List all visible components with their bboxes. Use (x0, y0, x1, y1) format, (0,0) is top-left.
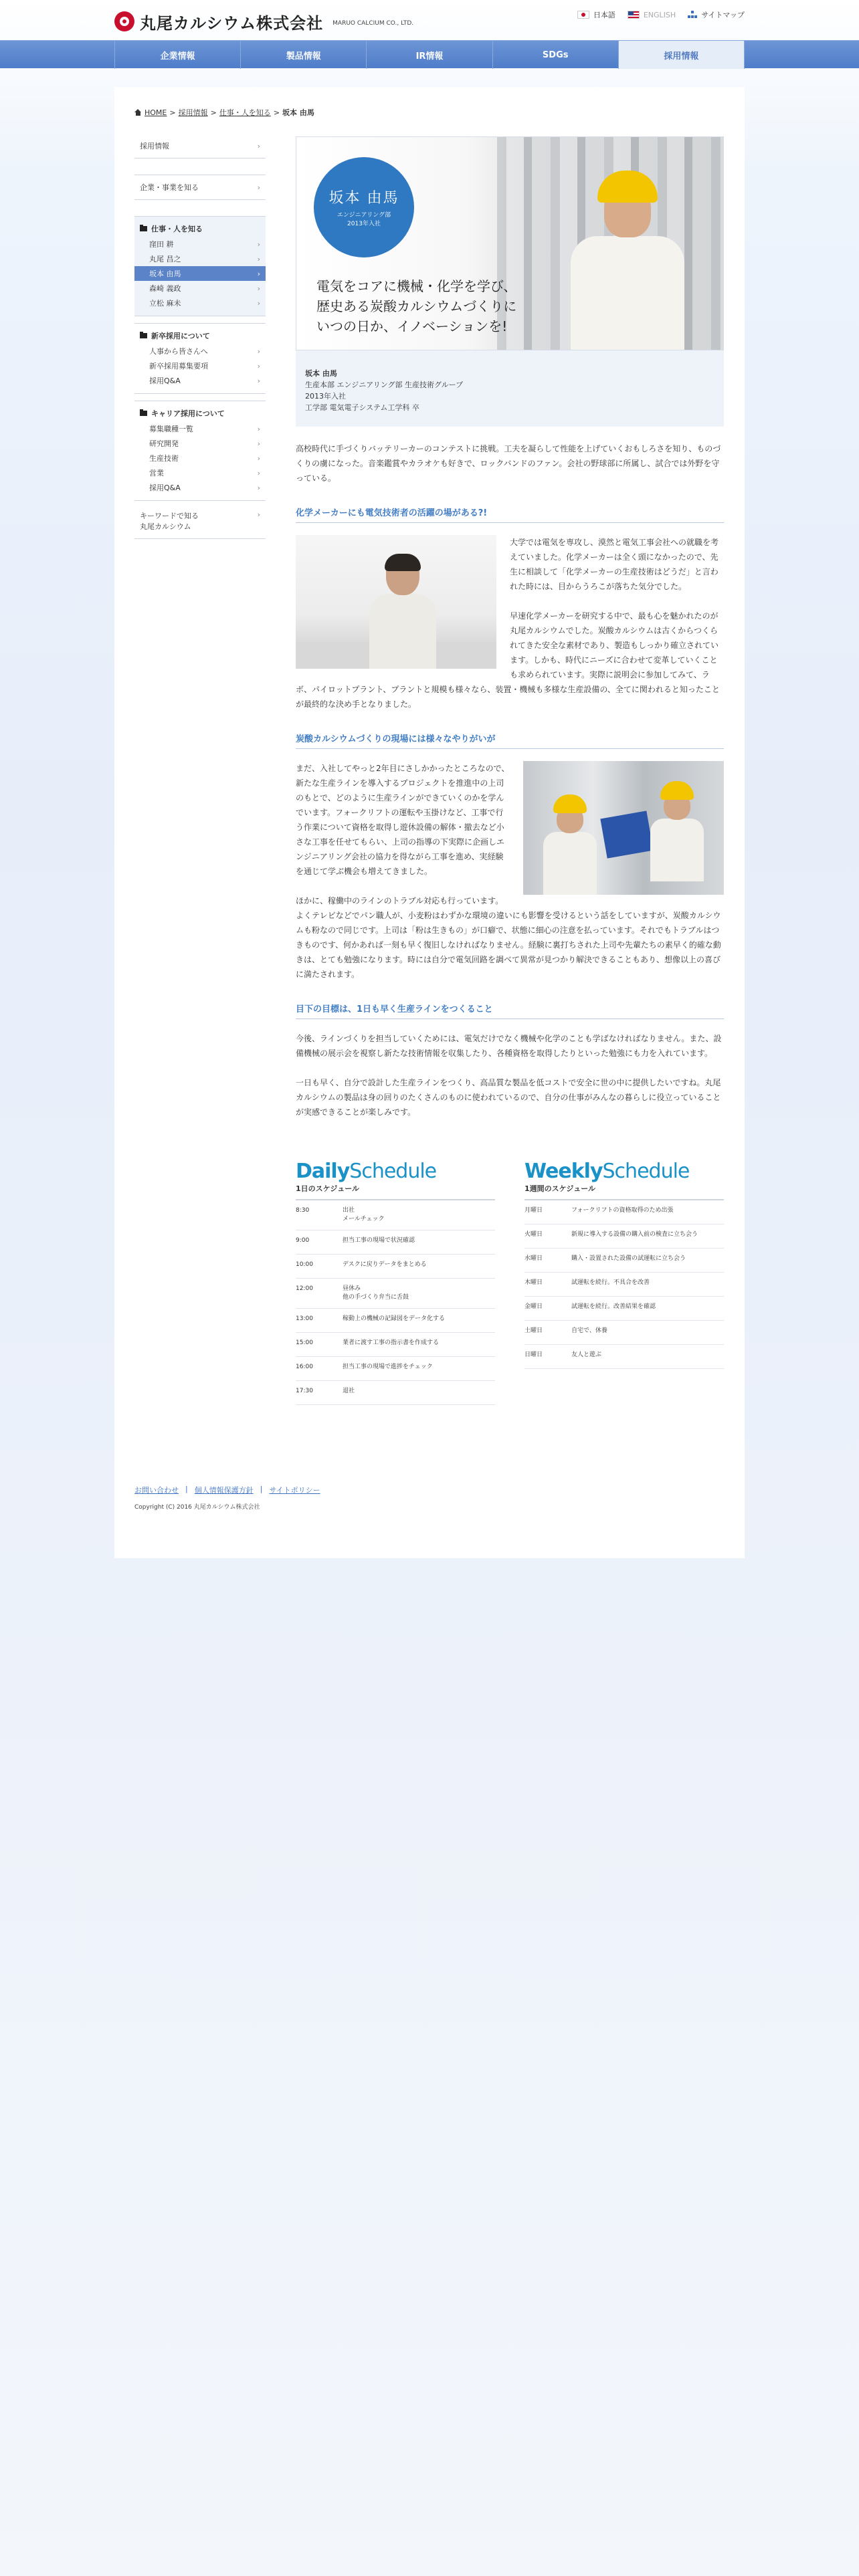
schedule-time: 土曜日 (524, 1327, 543, 1334)
section-title: 化学メーカーにも電気技術者の活躍の場がある?! (296, 506, 724, 523)
sidebar-item-label: 研究開発 (149, 439, 179, 448)
paragraph: 早速化学メーカーを研究する中で、最も心を魅かれたのが丸尾カルシウムでした。炭酸カルシウムは古くからつくられてきた安全な素材であり、製造もしっかり確立されています。しかも、時代にニーズに合わせて変革していくことも求められています。実際に説明会に参加してみて、ラボ、パイロットプラント、プラントと規模も様々なら、装置・機械も多様な生産設備の、全てに関われると知ったことが最終的な決め手となりました。 (296, 611, 720, 709)
interview-photo (296, 535, 496, 669)
chevron-right-icon: › (257, 269, 260, 278)
schedule-time: 水曜日 (524, 1255, 543, 1262)
sidebar-group-work-people (134, 216, 266, 316)
sidebar-group-label: 仕事・人を知る (151, 225, 203, 233)
helmet-shape (553, 794, 587, 813)
schedule-desc: 担当工事の現場で進捗をチェック (343, 1364, 433, 1370)
sidebar-item-label: 生産技術 (149, 454, 179, 463)
breadcrumb-recruit[interactable]: 採用情報 (178, 108, 208, 117)
sidebar-item-link[interactable] (134, 344, 266, 358)
chevron-right-icon: › (257, 361, 260, 370)
sitemap-link[interactable] (688, 9, 745, 20)
paragraph: 大学では電気を専攻し、漠然と電気工事会社への就職を考えていました。化学メーカーは全く頭になかったので、先生に相談して「化学メーカーの生産技術はどうだ」と言われた時には、目からうろこが落ちた気分でした。 (510, 538, 719, 591)
profile-name: 坂本 由馬 (305, 369, 337, 378)
schedule-time: 17:30 (296, 1388, 313, 1394)
footer (134, 1485, 320, 1511)
gnav-recruit[interactable]: 採用情報 (618, 41, 745, 69)
chevron-right-icon: › (257, 453, 260, 463)
schedule-desc: 購入・設置された設備の試運転に立ち会う (571, 1255, 686, 1262)
footer-link-contact[interactable]: お問い合わせ (134, 1486, 179, 1495)
sidebar-item-label: 採用情報 (140, 142, 169, 150)
body-shape (369, 594, 436, 669)
footer-sep: | (185, 1485, 188, 1493)
sidebar-item-link[interactable] (134, 451, 266, 465)
schedule-desc: 昼休み 他の手づくり弁当に舌鼓 (343, 1285, 409, 1301)
schedule-title-light: Schedule (349, 1160, 437, 1183)
chevron-right-icon: › (257, 141, 260, 150)
sidebar-item-recruit[interactable] (134, 134, 266, 158)
schedule-time: 12:00 (296, 1285, 313, 1292)
sidebar-item-link[interactable] (134, 480, 266, 495)
schedule-time: 15:00 (296, 1339, 313, 1346)
helmet-shape (660, 781, 694, 800)
hero-name-badge (314, 157, 414, 257)
paragraph: 今後、ラインづくりを担当していくためには、電気だけでなく機械や化学のことも学ばなければなりません。また、設備機械の展示会を視察し新たな技術情報を収集したり、各種資格を取得したりといった勉強にも力を入れています。 (296, 1034, 722, 1058)
schedule-row (296, 1230, 495, 1255)
global-nav (0, 40, 859, 68)
folder-shape (600, 811, 653, 858)
schedule-desc: 試運転を続行。不具合を改善 (571, 1279, 650, 1286)
schedule-desc: 稼動上の機械の記録図をデータ化する (343, 1315, 446, 1322)
person-shape (543, 794, 597, 895)
japan-flag-icon (577, 11, 589, 19)
breadcrumb-sep: > (273, 108, 280, 117)
schedule-row (524, 1200, 724, 1224)
onsite-photo (523, 761, 724, 895)
schedule-row (296, 1200, 495, 1230)
sidebar-item-label (140, 510, 199, 532)
daily-schedule-rows (296, 1200, 495, 1405)
chevron-right-icon: › (257, 346, 260, 356)
section-body (296, 535, 724, 712)
schedule-time: 8:30 (296, 1207, 310, 1214)
folder-icon (140, 333, 147, 338)
sidebar-item-label: 丸尾 昌之 (149, 255, 181, 263)
footer-link-privacy[interactable]: 個人情報保護方針 (194, 1486, 254, 1495)
breadcrumb-current: 坂本 由馬 (282, 108, 314, 117)
weekly-schedule-title (524, 1160, 724, 1183)
article (296, 136, 724, 1405)
body-shape (650, 819, 704, 881)
schedule-row (296, 1255, 495, 1279)
section-body (296, 761, 724, 982)
chevron-right-icon: › (257, 424, 260, 433)
breadcrumb-sep: > (210, 108, 217, 117)
schedule-row (524, 1297, 724, 1321)
sidebar-item-link[interactable] (134, 358, 266, 373)
language-switcher (577, 9, 745, 20)
breadcrumb (134, 107, 314, 118)
folder-icon (140, 411, 147, 416)
schedule-time: 月曜日 (524, 1207, 543, 1214)
daily-schedule-subtitle: 1日のスケジュール (296, 1183, 495, 1200)
schedule-row (296, 1279, 495, 1309)
person-shape (369, 555, 436, 669)
lang-japanese[interactable] (577, 9, 615, 20)
schedule-desc: 友人と遊ぶ (571, 1352, 602, 1358)
gnav-sdgs[interactable]: SDGs (492, 41, 618, 69)
section-title: 目下の目標は、1日も早く生産ラインをつくること (296, 1002, 724, 1019)
chevron-right-icon: › (257, 239, 260, 249)
person-shape (650, 781, 704, 895)
sidebar-group-title[interactable] (134, 221, 266, 237)
schedule-time: 火曜日 (524, 1231, 543, 1238)
helmet-shape (597, 171, 658, 203)
schedule-desc: デスクに戻りデータをまとめる (343, 1261, 427, 1268)
sidebar-item-person[interactable] (134, 251, 266, 266)
sidebar-item-person[interactable] (134, 281, 266, 296)
schedule-row (524, 1273, 724, 1297)
chevron-right-icon: › (257, 183, 260, 192)
sidebar (134, 134, 266, 539)
hero-catch-line: 歴史ある炭酸カルシウムづくりに (316, 298, 517, 314)
schedule-time: 13:00 (296, 1315, 313, 1322)
company-logo[interactable] (114, 8, 413, 35)
schedule-desc: 退社 (343, 1388, 355, 1394)
sidebar-item-label: 新卒採用募集要項 (149, 362, 208, 370)
hero-dept: エンジニアリング部 (337, 211, 391, 219)
weekly-schedule-subtitle: 1週間のスケジュール (524, 1183, 724, 1200)
home-icon (134, 109, 142, 116)
sidebar-item-keyword[interactable] (134, 504, 266, 539)
schedule-title-bold: Weekly (524, 1160, 603, 1183)
weekly-schedule-rows (524, 1200, 724, 1369)
site-header (114, 8, 745, 40)
profile-year: 2013年入社 (305, 392, 346, 401)
sidebar-item-label-line2: 丸尾カルシウム (140, 522, 191, 531)
schedule-time: 金曜日 (524, 1303, 543, 1310)
schedule-row (296, 1333, 495, 1357)
chevron-right-icon: › (257, 439, 260, 448)
footer-links (134, 1485, 320, 1495)
schedule-desc: 担当工事の現場で状況確認 (343, 1237, 415, 1244)
footer-sep: | (260, 1485, 263, 1493)
schedule-title-bold: Daily (296, 1160, 350, 1183)
gnav-ir[interactable]: IR情報 (366, 41, 492, 69)
daily-schedule (296, 1160, 495, 1405)
schedule-time: 16:00 (296, 1364, 313, 1370)
logo-mark-icon (114, 11, 134, 31)
sidebar-group-new-grad (134, 323, 266, 394)
schedule-desc: 自宅で、休養 (571, 1327, 607, 1334)
sitemap-icon (688, 11, 697, 19)
schedule-desc: 業者に渡す工事の指示書を作成する (343, 1339, 440, 1346)
sidebar-item-person[interactable] (134, 296, 266, 310)
schedule-row (296, 1357, 495, 1381)
folder-icon (140, 226, 147, 231)
chevron-right-icon: › (257, 376, 260, 385)
hero-name: 坂本 由馬 (328, 189, 399, 207)
copyright: Copyright (C) 2016 丸尾カルシウム株式会社 (134, 1504, 260, 1511)
paragraph: まだ、入社してやっと2年目にさしかかったところなので、新たな生産ラインを導入するプロジェクトを推進中の上司のもとで、どのように生産ラインができていくのかを学んでいます。フォークリフトの運転や玉掛けなど、工事で行う作業について資格を取得し遊休設備の解体・撤去など小さな工事を任せてもらい、上司の指導の下実際に企画しエンジニアリング会社の協力を得ながら工事を進め、実経験を通じて学ぶ機会も増えてきました。 (296, 764, 510, 876)
hero-catch-line: いつの日か、イノベーションを! (316, 318, 508, 334)
intro-text: 高校時代に手づくりバッテリーカーのコンテストに挑戦。工夫を凝らして性能を上げていくおもしろさを知り、ものづくりの虜になった。音楽鑑賞やカラオケも好きで、ロックバンドのファン。会社の野球部に所属し、試合では外野を守っている。 (296, 444, 721, 483)
schedule-desc: 出社 メールチェック (343, 1207, 385, 1222)
profile-dept: 生産本部 エンジニアリング部 生産技術グループ (305, 381, 464, 389)
sidebar-item-label: 採用Q&A (149, 484, 181, 492)
sidebar-item-label: 坂本 由馬 (149, 270, 181, 278)
sidebar-item-link[interactable] (134, 465, 266, 480)
gnav-products[interactable]: 製品情報 (240, 41, 366, 69)
sidebar-item-person[interactable] (134, 237, 266, 251)
chevron-right-icon: › (257, 284, 260, 293)
company-name-jp: 丸尾カルシウム株式会社 (140, 13, 324, 33)
hero-catch-line: 電気をコアに機械・化学を学び、 (316, 278, 517, 294)
lang-japanese-label: 日本語 (593, 11, 615, 19)
chevron-right-icon: › (257, 298, 260, 308)
profile-education: 工学部 電気電子システム工学科 卒 (305, 403, 419, 412)
sidebar-item-label: 森崎 義政 (149, 284, 181, 293)
gnav-company[interactable]: 企業情報 (114, 41, 240, 69)
sidebar-item-label: 人事から皆さんへ (149, 347, 208, 356)
breadcrumb-home[interactable]: HOME (145, 108, 167, 117)
sidebar-item-company[interactable] (134, 175, 266, 200)
sidebar-group-label: 新卒採用について (151, 332, 210, 340)
sidebar-item-label-line1: キーワードで知る (140, 512, 199, 520)
company-name-en: MARUO CALCIUM CO., LTD. (332, 20, 414, 27)
sidebar-item-label: 採用Q&A (149, 377, 181, 385)
breadcrumb-sep: > (169, 108, 176, 117)
hair-shape (385, 554, 421, 571)
schedule-title-light: Schedule (602, 1160, 690, 1183)
section-body (296, 1031, 724, 1119)
schedule-row (524, 1321, 724, 1345)
sidebar-item-label: 立松 麻未 (149, 299, 181, 308)
employee-photo (571, 171, 684, 350)
schedule-row (524, 1249, 724, 1273)
schedule-row (296, 1309, 495, 1333)
chevron-right-icon: › (257, 468, 260, 477)
sidebar-item-label: 営業 (149, 469, 164, 477)
breadcrumb-work-people[interactable]: 仕事・人を知る (219, 108, 271, 117)
schedule-time: 9:00 (296, 1237, 310, 1244)
schedule-time: 10:00 (296, 1261, 313, 1268)
chevron-right-icon: › (257, 254, 260, 263)
footer-link-site-policy[interactable]: サイトポリシー (269, 1486, 320, 1495)
sidebar-item-link[interactable] (134, 436, 266, 451)
body-shape (543, 832, 597, 895)
schedule-desc: 新規に導入する設備の購入前の検査に立ち会う (571, 1231, 698, 1238)
chevron-right-icon: › (257, 510, 260, 519)
schedule-row (524, 1345, 724, 1369)
lang-english[interactable] (628, 11, 676, 19)
schedule-row (524, 1224, 724, 1249)
hero-year: 2013年入社 (347, 220, 381, 227)
sidebar-item-label: 窪田 耕 (149, 240, 174, 249)
schedule-time: 日曜日 (524, 1352, 543, 1358)
schedule-desc: フォークリフトの資格取得のため出張 (571, 1207, 674, 1214)
sitemap-label: サイトマップ (701, 11, 745, 19)
sidebar-item-person-active[interactable] (134, 266, 266, 281)
hero-banner (296, 136, 724, 350)
section-title: 炭酸カルシウムづくりの現場には様々なやりがいが (296, 732, 724, 749)
sidebar-group-label: キャリア採用について (151, 409, 225, 418)
paragraph: 一日も早く、自分で設計した生産ラインをつくり、高品質な製品を低コストで安全に世の中に提供したいですね。丸尾カルシウムの製品は身の回りのたくさんのものに使われているので、自分の仕事がみんなの暮らしに役立っていることが実感できることが楽しみです。 (296, 1078, 721, 1117)
sidebar-group-title[interactable] (134, 405, 266, 421)
schedules (296, 1160, 724, 1405)
weekly-schedule (524, 1160, 724, 1405)
sidebar-item-link[interactable] (134, 421, 266, 436)
paragraph: ほかに、稼働中のラインのトラブル対応も行っています。よくテレビなどでパン職人が、小麦粉はわずかな環境の違いにも影響を受けるという話をしていますが、炭酸カルシウムも粉なので同じです。上司は「粉は生きもの」が口癖で、状態に細心の注意を払っています。それでもトラブルはつきものです、何かあれば一刻も早く復旧しなければなりません。経験に裏打ちされた上司や先輩たちの素早く的確な動きは、とても勉強になります。時には自分で電気回路を調べて異常が見つかり解決できることもあり、想像以上の喜びに満たされます。 (296, 896, 721, 979)
sidebar-group-title[interactable] (134, 328, 266, 344)
sidebar-item-label: 募集職種一覧 (149, 425, 193, 433)
sidebar-group-career (134, 401, 266, 501)
uniform-shape (571, 236, 684, 350)
sidebar-item-label: 企業・事業を知る (140, 183, 199, 192)
daily-schedule-title (296, 1160, 495, 1183)
profile-box (296, 350, 724, 427)
hero-catchphrase (316, 276, 557, 336)
schedule-row (296, 1381, 495, 1405)
schedule-time: 木曜日 (524, 1279, 543, 1286)
schedule-desc: 試運転を続行。改善結果を確認 (571, 1303, 656, 1310)
chevron-right-icon: › (257, 483, 260, 492)
main-panel (114, 87, 745, 1558)
us-flag-icon (628, 11, 640, 19)
sidebar-item-link[interactable] (134, 373, 266, 388)
lang-english-label: ENGLISH (643, 10, 676, 19)
